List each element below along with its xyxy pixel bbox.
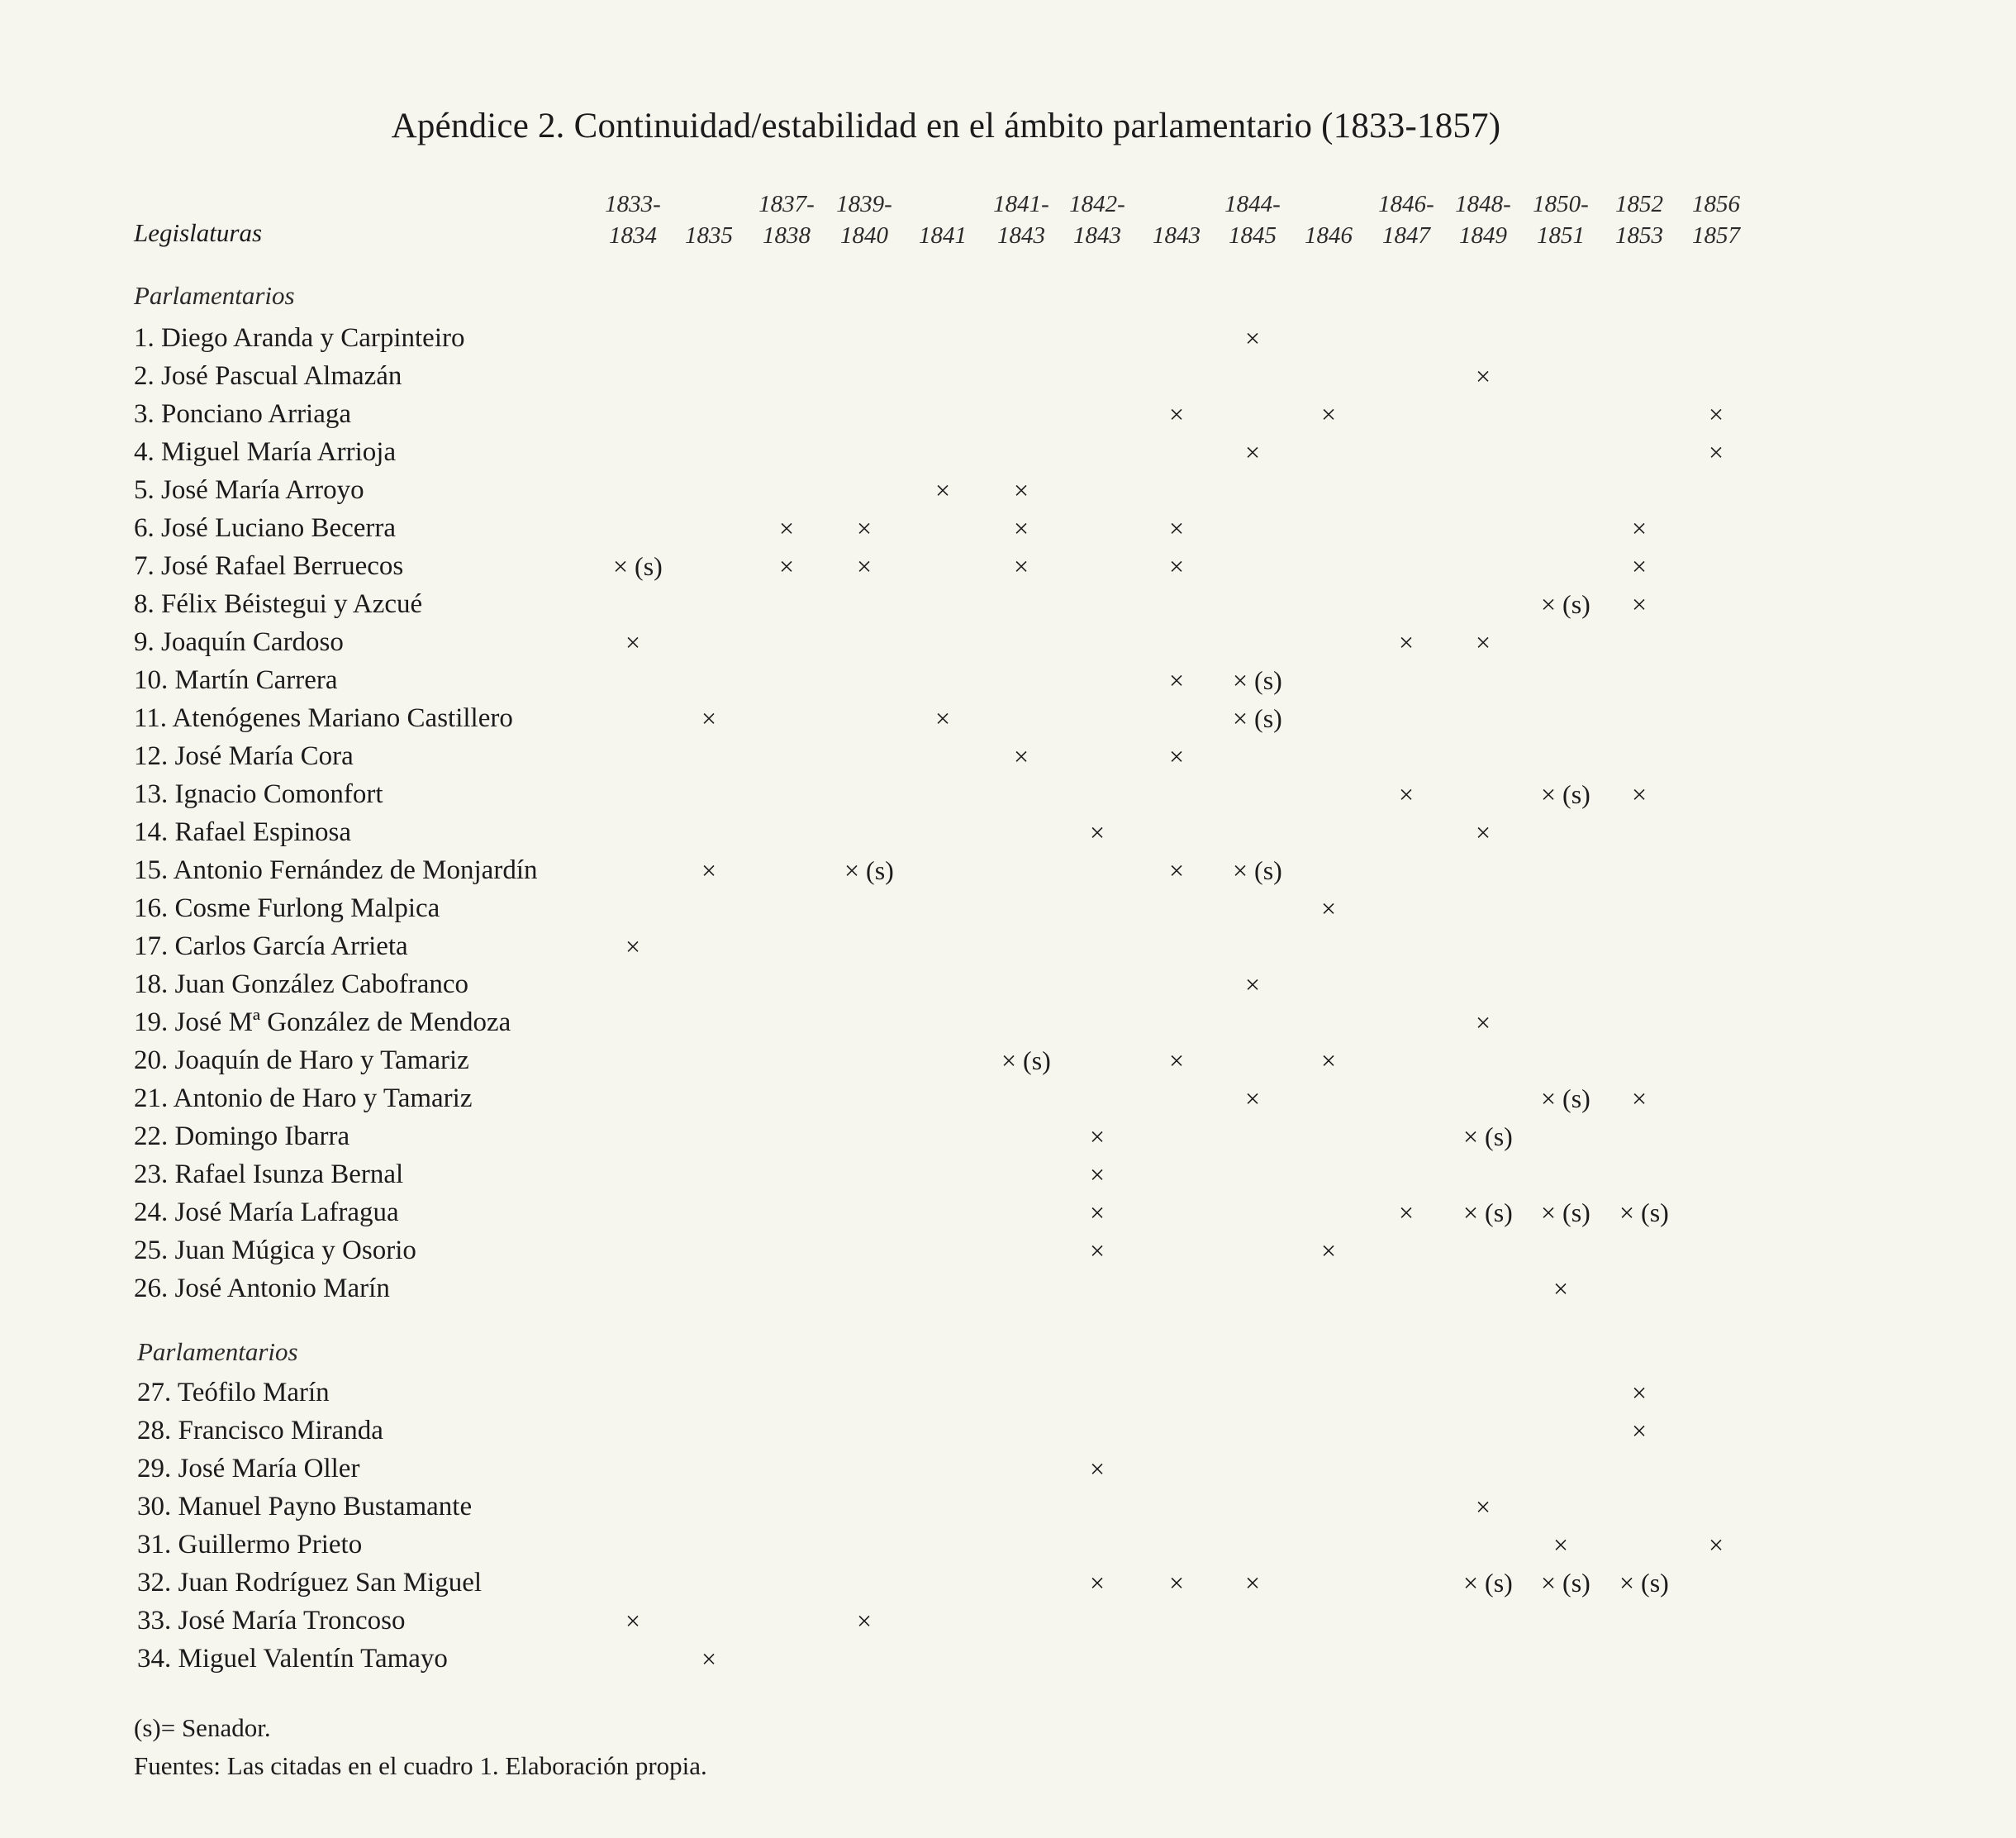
deputy-mark: × <box>934 703 951 733</box>
senator-mark: × (s) <box>1233 855 1282 885</box>
deputy-mark: × <box>778 513 795 543</box>
deputy-mark: × <box>856 1606 872 1636</box>
table-row <box>0 1526 2016 1564</box>
table-row <box>0 623 2016 661</box>
table-row <box>0 1079 2016 1117</box>
parliamentarian-name: 8. Félix Béistegui y Azcué <box>134 589 423 619</box>
column-header-top: 1848- <box>1455 191 1511 217</box>
table-row <box>0 699 2016 737</box>
column-header-top: 1839- <box>836 191 892 217</box>
deputy-mark: × <box>934 475 951 505</box>
deputy-mark: × <box>1244 437 1261 467</box>
table-row <box>0 851 2016 889</box>
deputy-mark: × <box>1168 513 1185 543</box>
senador-note: (s)= Senador. <box>134 1713 271 1742</box>
deputy-mark: × <box>1552 1274 1569 1303</box>
deputy-mark: × <box>1631 551 1648 581</box>
parliamentarian-name: 19. José Mª González de Mendoza <box>134 1007 511 1037</box>
parliamentarian-name: 11. Atenógenes Mariano Castillero <box>134 703 513 733</box>
parliamentarian-name: 20. Joaquín de Haro y Tamariz <box>134 1045 469 1075</box>
parliamentarian-name: 31. Guillermo Prieto <box>137 1530 363 1559</box>
deputy-mark: × <box>1708 437 1724 467</box>
deputy-mark: × <box>1089 1236 1105 1265</box>
parliamentarian-name: 15. Antonio Fernández de Monjardín <box>134 855 538 885</box>
column-header <box>819 188 910 251</box>
table-row <box>0 927 2016 965</box>
column-header-bottom: 1847 <box>1382 222 1430 249</box>
column-header-bottom: 1857 <box>1692 222 1740 249</box>
column-header <box>897 188 988 251</box>
table-row <box>0 1231 2016 1269</box>
parliamentarian-name: 5. José María Arroyo <box>134 475 364 505</box>
table-row <box>0 1640 2016 1678</box>
deputy-mark: × <box>1168 399 1185 429</box>
deputy-mark: × <box>1398 1198 1415 1227</box>
parliamentarian-name: 28. Francisco Miranda <box>137 1416 383 1445</box>
column-header-bottom: 1835 <box>685 222 733 249</box>
senator-mark: × (s) <box>1541 1083 1590 1113</box>
parliamentarian-name: 3. Ponciano Arriaga <box>134 399 352 429</box>
column-header-top: 1852 <box>1615 191 1663 217</box>
table-row <box>0 395 2016 433</box>
deputy-mark: × <box>1013 513 1029 543</box>
senator-mark: × (s) <box>1619 1198 1669 1227</box>
column-header-bottom: 1845 <box>1229 222 1277 249</box>
parliamentarian-name: 27. Teófilo Marín <box>137 1378 330 1407</box>
table-row <box>0 813 2016 851</box>
table-row <box>0 585 2016 623</box>
deputy-mark: × <box>701 1644 717 1674</box>
senator-mark: × (s) <box>1233 703 1282 733</box>
column-header-top: 1846- <box>1378 191 1434 217</box>
column-header <box>1515 188 1606 251</box>
deputy-mark: × <box>1089 1159 1105 1189</box>
parliamentarian-name: 10. Martín Carrera <box>134 665 338 695</box>
table-row <box>0 1374 2016 1412</box>
column-header-bottom: 1838 <box>763 222 811 249</box>
column-header-top <box>897 188 988 220</box>
parliamentarian-name: 26. José Antonio Marín <box>134 1274 390 1303</box>
parliamentarian-name: 18. Juan González Cabofranco <box>134 969 469 999</box>
table-row <box>0 1564 2016 1602</box>
column-header-bottom: 1846 <box>1305 222 1353 249</box>
deputy-mark: × <box>1244 323 1261 353</box>
column-header-bottom: 1849 <box>1459 222 1507 249</box>
deputy-mark: × <box>1631 1416 1648 1445</box>
parliamentarian-name: 17. Carlos García Arrieta <box>134 931 408 961</box>
senator-mark: × (s) <box>1233 665 1282 695</box>
deputy-mark: × <box>1013 551 1029 581</box>
deputy-mark: × <box>1475 361 1491 391</box>
parliamentarian-name: 16. Cosme Furlong Malpica <box>134 893 440 923</box>
column-header-bottom: 1843 <box>997 222 1045 249</box>
senator-mark: × (s) <box>1541 1198 1590 1227</box>
deputy-mark: × <box>625 931 641 961</box>
deputy-mark: × <box>1398 627 1415 657</box>
parliamentarian-name: 29. José María Oller <box>137 1454 360 1483</box>
deputy-mark: × <box>1244 969 1261 999</box>
deputy-mark: × <box>1475 817 1491 847</box>
deputy-mark: × <box>1244 1083 1261 1113</box>
senator-mark: × (s) <box>1001 1045 1051 1075</box>
parliamentarian-name: 30. Manuel Payno Bustamante <box>137 1492 473 1521</box>
parliamentarian-name: 4. Miguel María Arrioja <box>134 437 397 467</box>
parliamentarian-name: 21. Antonio de Haro y Tamariz <box>134 1083 473 1113</box>
column-header <box>1671 188 1762 251</box>
deputy-mark: × <box>1320 1045 1337 1075</box>
senator-mark: × (s) <box>1463 1568 1513 1598</box>
parliamentarian-name: 32. Juan Rodríguez San Miguel <box>137 1568 483 1598</box>
deputy-mark: × <box>1631 513 1648 543</box>
column-header-top: 1833- <box>605 191 661 217</box>
deputy-mark: × <box>1631 1083 1648 1113</box>
deputy-mark: × <box>1475 1007 1491 1037</box>
deputy-mark: × <box>701 703 717 733</box>
deputy-mark: × <box>625 627 641 657</box>
deputy-mark: × <box>1168 551 1185 581</box>
parliamentarian-name: 2. José Pascual Almazán <box>134 361 402 391</box>
deputy-mark: × <box>1168 1045 1185 1075</box>
deputy-mark: × <box>701 855 717 885</box>
parliamentarian-name: 34. Miguel Valentín Tamayo <box>137 1644 448 1674</box>
table-row <box>0 1003 2016 1041</box>
deputy-mark: × <box>1475 1492 1491 1521</box>
deputy-mark: × <box>1089 1121 1105 1151</box>
table-row <box>0 1117 2016 1155</box>
table-row <box>0 1450 2016 1488</box>
deputy-mark: × <box>856 551 872 581</box>
senator-mark: × (s) <box>1541 779 1590 809</box>
senator-mark: × (s) <box>1541 589 1590 619</box>
column-header <box>1052 188 1143 251</box>
table-row <box>0 1041 2016 1079</box>
deputy-mark: × <box>1475 627 1491 657</box>
deputy-mark: × <box>778 551 795 581</box>
column-header-top: 1856 <box>1692 191 1740 217</box>
senator-mark: × (s) <box>1463 1198 1513 1227</box>
parliamentarian-name: 12. José María Cora <box>134 741 354 771</box>
table-row <box>0 1269 2016 1307</box>
column-header-bottom: 1853 <box>1615 222 1663 249</box>
table-row <box>0 547 2016 585</box>
table-row <box>0 509 2016 547</box>
table-row <box>0 661 2016 699</box>
legislaturas-label: Legislaturas <box>134 218 263 247</box>
column-header-bottom: 1840 <box>840 222 888 249</box>
senator-mark: × (s) <box>844 855 894 885</box>
table-row <box>0 1193 2016 1231</box>
senator-mark: × (s) <box>1619 1568 1669 1598</box>
table-row <box>0 433 2016 471</box>
table-row <box>0 775 2016 813</box>
table-row <box>0 1412 2016 1450</box>
parliamentarian-name: 33. José María Troncoso <box>137 1606 406 1636</box>
deputy-mark: × <box>1244 1568 1261 1598</box>
parliamentarian-name: 9. Joaquín Cardoso <box>134 627 344 657</box>
parliamentarian-name: 6. José Luciano Becerra <box>134 513 397 543</box>
senator-mark: × (s) <box>613 551 663 581</box>
column-header-top: 1842- <box>1069 191 1125 217</box>
table-row <box>0 889 2016 927</box>
table-row <box>0 319 2016 357</box>
parliamentarian-name: 24. José María Lafragua <box>134 1198 399 1227</box>
sources-note: Fuentes: Las citadas en el cuadro 1. Elaboración propia. <box>134 1751 707 1780</box>
parliamentarian-name: 22. Domingo Ibarra <box>134 1121 350 1151</box>
deputy-mark: × <box>1708 1530 1724 1559</box>
deputy-mark: × <box>856 513 872 543</box>
deputy-mark: × <box>1708 399 1724 429</box>
deputy-mark: × <box>1631 589 1648 619</box>
deputy-mark: × <box>1552 1530 1569 1559</box>
column-header-top: 1841- <box>993 191 1049 217</box>
deputy-mark: × <box>1320 399 1337 429</box>
deputy-mark: × <box>1631 779 1648 809</box>
table-row <box>0 965 2016 1003</box>
deputy-mark: × <box>1089 1568 1105 1598</box>
table-row <box>0 471 2016 509</box>
table-row <box>0 737 2016 775</box>
column-header-bottom: 1843 <box>1153 222 1201 249</box>
table-row <box>0 1602 2016 1640</box>
deputy-mark: × <box>1168 741 1185 771</box>
deputy-mark: × <box>625 1606 641 1636</box>
column-header-bottom: 1843 <box>1073 222 1121 249</box>
parliamentarian-name: 14. Rafael Espinosa <box>134 817 352 847</box>
deputy-mark: × <box>1013 741 1029 771</box>
column-header-top: 1850- <box>1533 191 1589 217</box>
table-row <box>0 1488 2016 1526</box>
column-header-bottom: 1834 <box>609 222 657 249</box>
parliamentarian-name: 13. Ignacio Comonfort <box>134 779 383 809</box>
senator-mark: × (s) <box>1463 1121 1513 1151</box>
senator-mark: × (s) <box>1541 1568 1590 1598</box>
table-row <box>0 357 2016 395</box>
section-label-2: Parlamentarios <box>137 1337 298 1366</box>
column-header-top: 1837- <box>758 191 815 217</box>
deputy-mark: × <box>1013 475 1029 505</box>
deputy-mark: × <box>1168 665 1185 695</box>
page-title: Apéndice 2. Continuidad/estabilidad en el ámbito parlamentario (1833-1857) <box>391 107 1501 145</box>
section-label-1: Parlamentarios <box>134 281 295 310</box>
table-row <box>0 1155 2016 1193</box>
column-header-bottom: 1841 <box>919 222 967 249</box>
column-header-bottom: 1851 <box>1537 222 1585 249</box>
parliamentarian-name: 7. José Rafael Berruecos <box>134 551 404 581</box>
deputy-mark: × <box>1398 779 1415 809</box>
deputy-mark: × <box>1320 1236 1337 1265</box>
parliamentarian-name: 25. Juan Múgica y Osorio <box>134 1236 416 1265</box>
parliamentarian-name: 1. Diego Aranda y Carpinteiro <box>134 323 465 353</box>
deputy-mark: × <box>1168 855 1185 885</box>
deputy-mark: × <box>1089 817 1105 847</box>
deputy-mark: × <box>1089 1198 1105 1227</box>
parliamentarian-name: 23. Rafael Isunza Bernal <box>134 1159 404 1189</box>
deputy-mark: × <box>1168 1568 1185 1598</box>
deputy-mark: × <box>1631 1378 1648 1407</box>
deputy-mark: × <box>1089 1454 1105 1483</box>
deputy-mark: × <box>1320 893 1337 923</box>
column-header-top: 1844- <box>1224 191 1281 217</box>
